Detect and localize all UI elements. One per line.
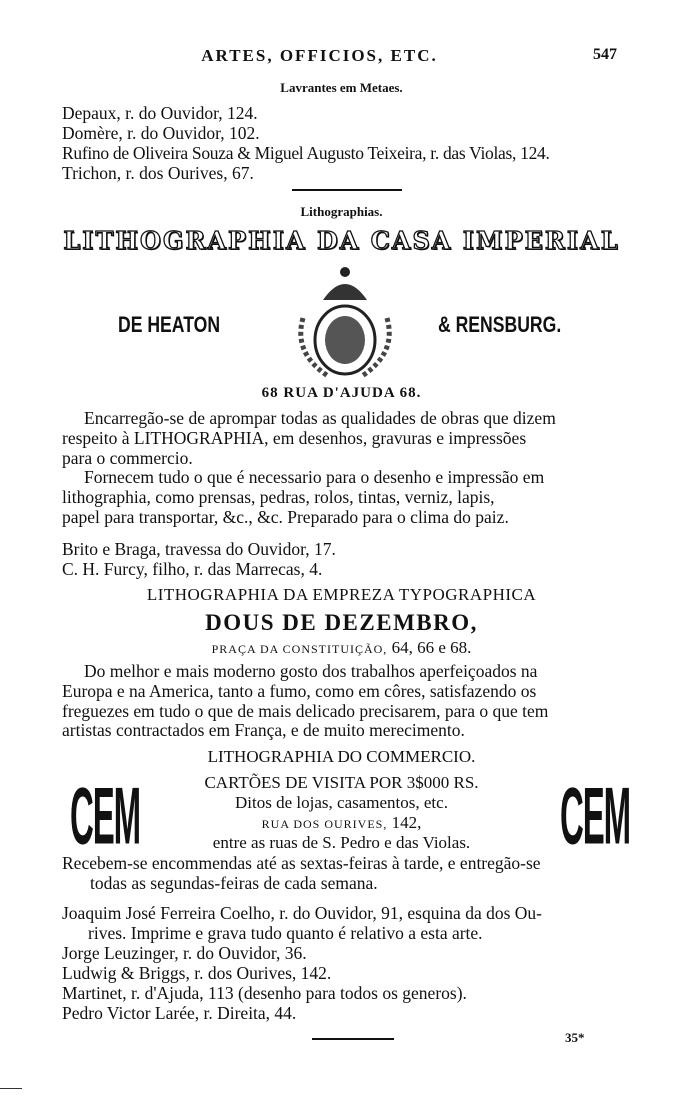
ad-address [0,638,683,658]
ad-line: Ditos de lojas, casamentos, etc. [235,793,448,812]
section-heading: Lavrantes em Metaes. [280,80,403,95]
cem-left-logo: CEM [70,770,141,862]
ad-note: todas as segundas-feiras de cada semana. [90,873,378,893]
ad-title: LITHOGRAPHIA DA CASA IMPERIAL [63,226,620,255]
list-item: Joaquim José Ferreira Coelho, r. do Ouvidor, 91, esquina da dos Ou- [62,903,542,923]
divider [292,189,402,191]
ad-line: CARTÕES DE VISITA POR 3$000 RS. [204,773,479,792]
text-line: Fornecem tudo o que é necessario para o desenho e impressão em [84,467,545,488]
imperial-emblem-icon [283,258,408,383]
signature-mark: 35* [565,1030,585,1045]
divider [312,1038,394,1040]
list-item: Ludwig & Briggs, r. dos Ourives, 142. [62,963,332,983]
page-number: 547 [593,46,617,63]
list-item: Depaux, r. do Ouvidor, 124. [62,103,258,123]
list-item: rives. Imprime e grava tudo quanto é relativo a esta arte. [88,923,483,943]
list-item: Domère, r. do Ouvidor, 102. [62,123,260,143]
ad-title: LITHOGRAPHIA DO COMMERCIO. [207,747,476,766]
ad-address [0,813,683,833]
text-line: Encarregão-se de aprompar todas as qualidades de obras que dizem [84,408,556,428]
address-street: RUA DOS OURIVES, [261,817,388,831]
address-street: PRAÇA DA CONSTITUIÇÃO, [211,642,388,656]
ad-left-text: DE HEATON [118,312,221,337]
text-line: para o commercio. [62,447,193,468]
list-item: Martinet, r. d'Ajuda, 113 (desenho para todos os generos). [62,983,467,1003]
scan-mark [0,1088,22,1089]
cem-right-logo: CEM [560,770,631,862]
text-line: Europa e na America, tanto a fumo, como em côres, satisfazendo os [62,680,537,701]
ad-right-text: & RENSBURG. [438,312,562,337]
list-item: C. H. Furcy, filho, r. das Marrecas, 4. [62,559,323,579]
list-item: Brito e Braga, travessa do Ouvidor, 17. [62,539,336,559]
list-item: Pedro Victor Larée, r. Direita, 44. [62,1003,297,1023]
list-item: Jorge Leuzinger, r. do Ouvidor, 36. [62,943,307,963]
section-heading: Lithographias. [300,204,383,219]
list-item: Trichon, r. dos Ourives, 67. [62,163,254,183]
text-line: respeito à LITHOGRAPHIA, em desenhos, gravuras e impressões [62,427,527,448]
text-line: artistas contractados em França, e de muito merecimento. [62,720,465,741]
running-header: ARTES, OFFICIOS, ETC. [201,46,438,65]
ad-paragraph [62,662,627,741]
list-item: Rufino de Oliveira Souza & Miguel Augusto Teixeira, r. das Violas, 124. [62,143,550,163]
ad-note: Recebem-se encommendas até as sextas-feiras à tarde, e entregão-se [62,853,541,873]
ad-address: 68 RUA D'AJUDA 68. [261,385,422,401]
address-number: 64, 66 e 68. [391,638,472,657]
text-line: papel para transportar, &c., &c. Preparado para o clima do paiz. [62,506,509,527]
text-line: Do melhor e mais moderno gosto dos trabalhos aperfeiçoados na [84,661,538,681]
ad-title: LITHOGRAPHIA DA EMPREZA TYPOGRAPHICA [146,585,537,604]
ad-line: entre as ruas de S. Pedro e das Violas. [212,833,471,852]
address-number: 142, [391,813,422,832]
ad-name: DOUS DE DEZEMBRO, [205,610,478,635]
text-line: freguezes em tudo o que de mais delicado precisarem, para o que tem [62,700,549,721]
ad-paragraph [62,409,627,528]
text-line: lithographia, como prensas, pedras, rolos, tintas, verniz, lapis, [62,487,495,508]
